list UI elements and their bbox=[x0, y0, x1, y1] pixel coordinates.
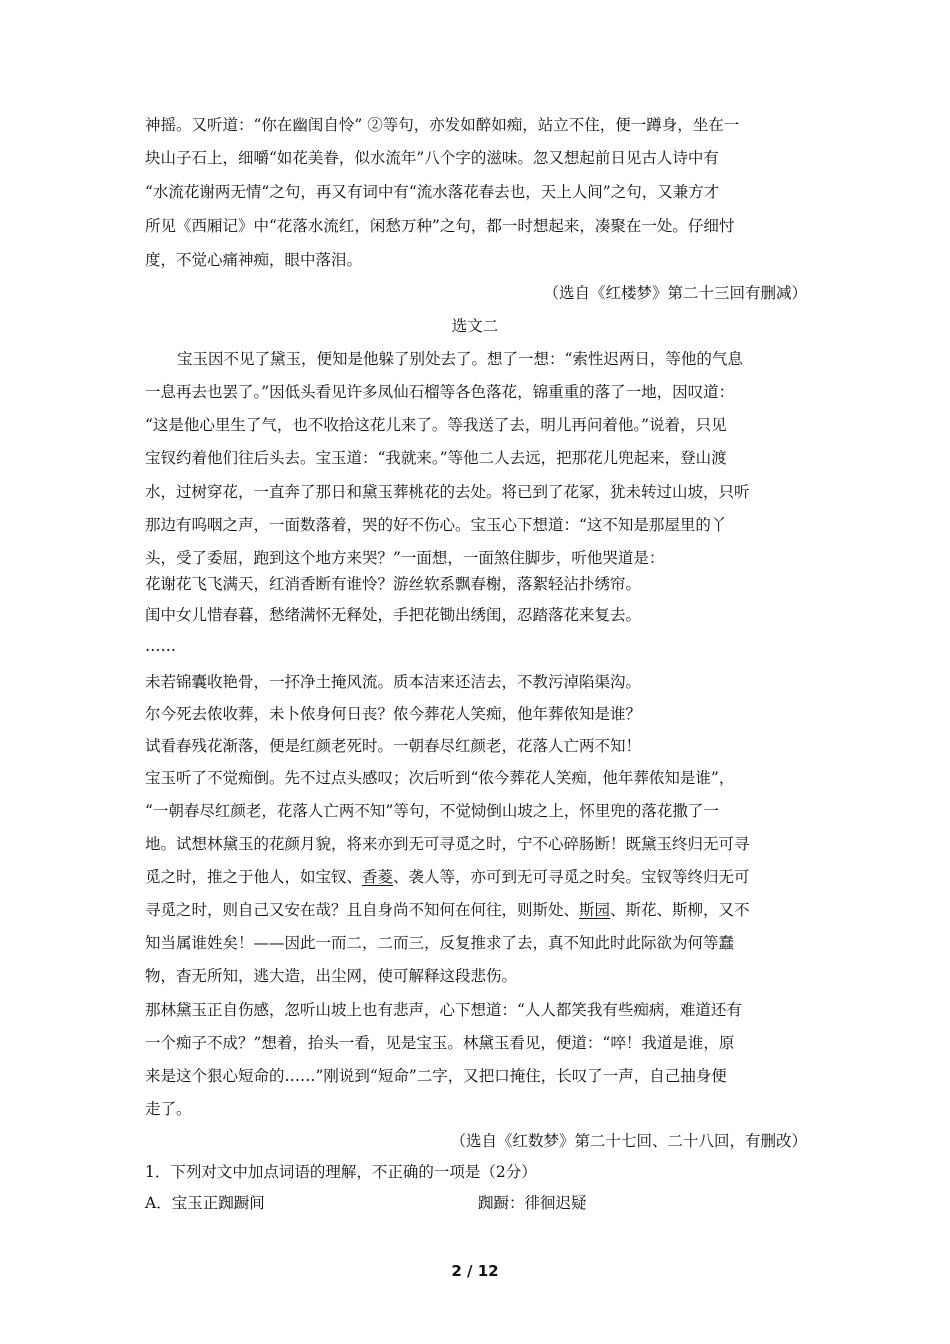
passage2-para2-line: 物，杳无所知，逃大造，出尘网，使可解释这段悲伤。 bbox=[145, 967, 518, 985]
underlined-word: 香菱 bbox=[362, 868, 394, 886]
poem-ellipsis: …… bbox=[145, 637, 176, 655]
passage2-para2-line: 知当属谁姓矣！——因此一而二，二而三，反复推求了去，真不知此时此际欲为何等蠢 bbox=[145, 934, 735, 952]
passage2-para1-line: 水，过树穿花，一直奔了那日和黛玉葬桃花的去处。将已到了花冢，犹未转过山坡，只听 bbox=[145, 483, 750, 501]
question1-stem: 1．下列对文中加点词语的理解，不正确的一项是（2分） bbox=[145, 1163, 537, 1181]
underlined-word: 斯园 bbox=[579, 901, 611, 919]
poem-line: 闺中女儿惜春暮，愁绪满怀无释处，手把花锄出绣闺，忍踏落花来复去。 bbox=[145, 606, 642, 624]
passage2-para1-line: 头，受了委屈，跑到这个地方来哭？”一面想，一面煞住脚步，听他哭道是： bbox=[145, 549, 665, 567]
passage2-para3-line: 来是这个狠心短命的……”刚说到“短命”二字，又把口掩住，长叹了一声，自己抽身便 bbox=[145, 1067, 727, 1085]
passage2-para1-line: “这是他心里生了气，也不收拾这花儿来了。等我送了去，明儿再问着他。”说着，只见 bbox=[145, 416, 727, 434]
poem-line: 尔今死去侬收葬，未卜侬身何日丧？侬今葬花人笑痴，他年葬侬知是谁？ bbox=[145, 705, 642, 723]
question1-option-a-gloss: 踟蹰：徘徊迟疑 bbox=[478, 1194, 587, 1212]
passage2-para2-line bbox=[145, 900, 805, 920]
question1-option-a: A．宝玉正踟蹰间 bbox=[145, 1194, 265, 1212]
passage2-para3-line: 走了。 bbox=[145, 1100, 192, 1118]
text-segment: 、袭人等，亦可到无可寻觅之时矣。宝钗等终归无可 bbox=[393, 868, 750, 886]
poem-line: 试看春残花渐落，便是红颜老死时。一朝春尽红颜老，花落人亡两不知！ bbox=[145, 737, 642, 755]
passage2-para1-line: 一息再去也罢了。”因低头看见许多凤仙石榴等各色落花，锦重重的落了一地，因叹道： bbox=[145, 383, 735, 401]
passage2-source: （选自《红数梦》第二十七回、二十八回，有删改） bbox=[450, 1132, 807, 1150]
passage2-para2-line: “一朝春尽红颜老，花落人亡两不知”等句，不觉恸倒山坡之上，怀里兜的落花撒了一 bbox=[145, 802, 719, 820]
passage1-line: 所见《西厢记》中“花落水流红，闲愁万种”之句，都一时想起来，凑聚在一处。仔细忖 bbox=[145, 217, 735, 235]
poem-line: 花谢花飞飞满天，红消香断有谁怜？游丝软系飘春榭，落絮轻沾扑绣帘。 bbox=[145, 575, 642, 593]
passage2-para2-line bbox=[145, 867, 805, 887]
text-segment: 、斯花、斯柳，又不 bbox=[610, 901, 750, 919]
text-segment: 寻觅之时，则自己又安在哉？且自身尚不知何在何往，则斯处、 bbox=[145, 901, 580, 919]
passage1-source: （选自《红楼梦》第二十三回有删减） bbox=[543, 284, 807, 302]
text-segment: 觅之时，推之于他人，如宝钗、 bbox=[145, 868, 363, 886]
poem-line: 未若锦囊收艳骨，一抔净土掩风流。质本洁来还洁去，不教污淖陷渠沟。 bbox=[145, 673, 642, 691]
passage1-line: 块山子石上，细嚼“如花美眷，似水流年”八个字的滋味。忽又想起前日见古人诗中有 bbox=[145, 149, 719, 167]
page-number: 2 / 12 bbox=[451, 1262, 499, 1280]
passage2-para1-line: 那边有呜咽之声，一面数落着，哭的好不伤心。宝玉心下想道：“这不知是那屋里的丫 bbox=[145, 516, 727, 534]
passage2-para1-line: 宝钗约着他们往后头去。宝玉道：“我就来。”等他二人去远，把那花儿兜起来，登山渡 bbox=[145, 449, 727, 467]
passage2-para1-line: 宝玉因不见了黛玉，便知是他躲了别处去了。想了一想：“索性迟两日，等他的气息 bbox=[177, 350, 743, 368]
passage2-para2-line: 宝玉听了不觉痴倒。先不过点头感叹；次后听到“侬今葬花人笑痴，他年葬侬知是谁”， bbox=[145, 769, 735, 787]
passage1-line: “水流花谢两无情“之句，再又有词中有“流水落花春去也，天上人间”之句，又兼方才 bbox=[145, 183, 720, 201]
passage2-para3-line: 一个痴子不成？”想着，抬头一看，见是宝玉。林黛玉看见，便道：“啐！我道是谁，原 bbox=[145, 1034, 735, 1052]
passage1-line: 神摇。又听道：“你在幽闺自怜” ②等句，亦发如醉如痴，站立不住，便一蹲身，坐在一 bbox=[145, 116, 740, 134]
passage2-para3-line: 那林黛玉正自伤感，忽听山坡上也有悲声，心下想道：“人人都笑我有些痴病，难道还有 bbox=[145, 1001, 742, 1019]
passage2-title: 选文二 bbox=[451, 317, 499, 335]
passage2-para2-line: 地。试想林黛玉的花颜月貌，将来亦到无可寻觅之时，宁不心碎肠断！既黛玉终归无可寻 bbox=[145, 835, 750, 853]
passage1-line: 度，不觉心痛神痴，眼中落泪。 bbox=[145, 251, 363, 269]
